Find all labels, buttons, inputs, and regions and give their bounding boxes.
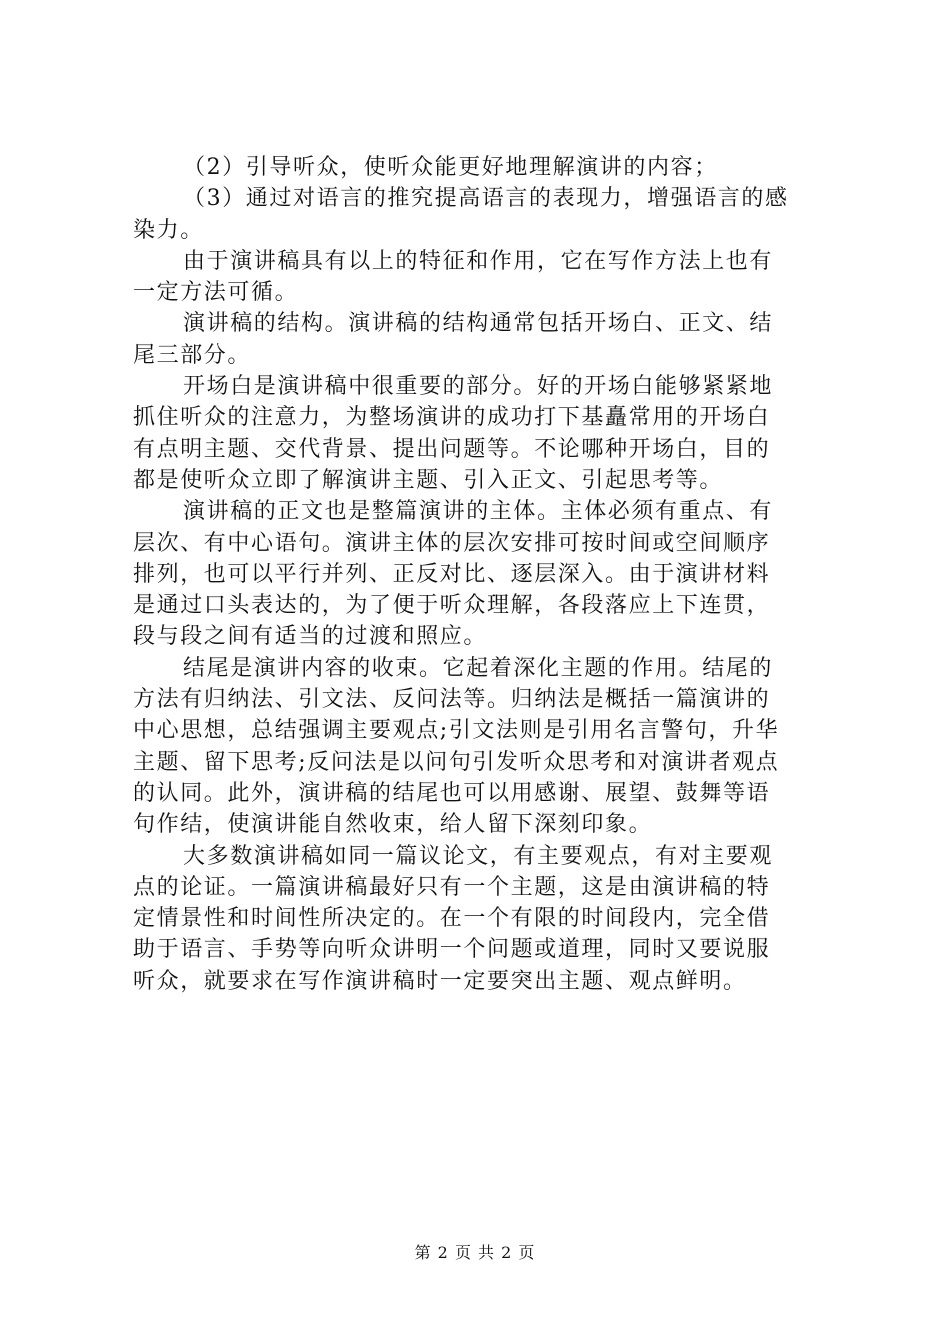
page-footer: 第 2 页 共 2 页 [414, 1243, 536, 1262]
text-line: 方法有归纳法、引文法、反问法等。归纳法是概括一篇演讲的 [133, 687, 771, 713]
text-line: 是通过口头表达的，为了便于听众理解，各段落应上下连贯， [133, 593, 771, 619]
text-line: 结尾是演讲内容的收束。它起着深化主题的作用。结尾的 [183, 655, 774, 681]
text-line: 层次、有中心语句。演讲主体的层次安排可按时间或空间顺序 [133, 530, 771, 556]
text-line: 由于演讲稿具有以上的特征和作用，它在写作方法上也有 [183, 248, 774, 274]
text-line: 尾三部分。 [133, 342, 252, 368]
text-line: 句作结，使演讲能自然收束，给人留下深刻印象。 [133, 812, 653, 838]
text-line: 大多数演讲稿如同一篇议论文，有主要观点，有对主要观 [183, 843, 774, 869]
text-line: 演讲稿的正文也是整篇演讲的主体。主体必须有重点、有 [183, 499, 774, 525]
text-line: 的认同。此外，演讲稿的结尾也可以用感谢、展望、鼓舞等语 [133, 780, 771, 806]
text-line: 听众，就要求在写作演讲稿时一定要突出主题、观点鲜明。 [133, 968, 747, 994]
text-line: 一定方法可循。 [133, 280, 299, 306]
text-line: 排列，也可以平行并列、正反对比、逐层深入。由于演讲材料 [133, 561, 771, 587]
text-line: 中心思想，总结强调主要观点;引文法则是引用名言警句，升华 [133, 718, 780, 744]
text-line: 演讲稿的结构。演讲稿的结构通常包括开场白、正文、结 [183, 311, 774, 337]
text-line: （3）通过对语言的推究提高语言的表现力，增强语言的感 [183, 186, 789, 212]
text-line: 开场白是演讲稿中很重要的部分。好的开场白能够紧紧地 [183, 374, 774, 400]
text-line: 抓住听众的注意力，为整场演讲的成功打下基矗常用的开场白 [133, 405, 771, 431]
text-line: 点的论证。一篇演讲稿最好只有一个主题，这是由演讲稿的特 [133, 874, 771, 900]
text-line: （2）引导听众，使听众能更好地理解演讲的内容； [183, 155, 718, 180]
text-line: 段与段之间有适当的过渡和照应。 [133, 624, 488, 650]
text-line: 主题、留下思考;反问法是以问句引发听众思考和对演讲者观点 [133, 749, 780, 775]
text-line: 染力。 [133, 217, 204, 243]
text-line: 有点明主题、交代背景、提出问题等。不论哪种开场白，目的 [133, 436, 771, 462]
document-body [133, 152, 833, 997]
text-line: 定情景性和时间性所决定的。在一个有限的时间段内，完全借 [133, 906, 771, 932]
text-line: 助于语言、手势等向听众讲明一个问题或道理，同时又要说服 [133, 937, 771, 963]
text-line: 都是使听众立即了解演讲主题、引入正文、引起思考等。 [133, 467, 724, 493]
